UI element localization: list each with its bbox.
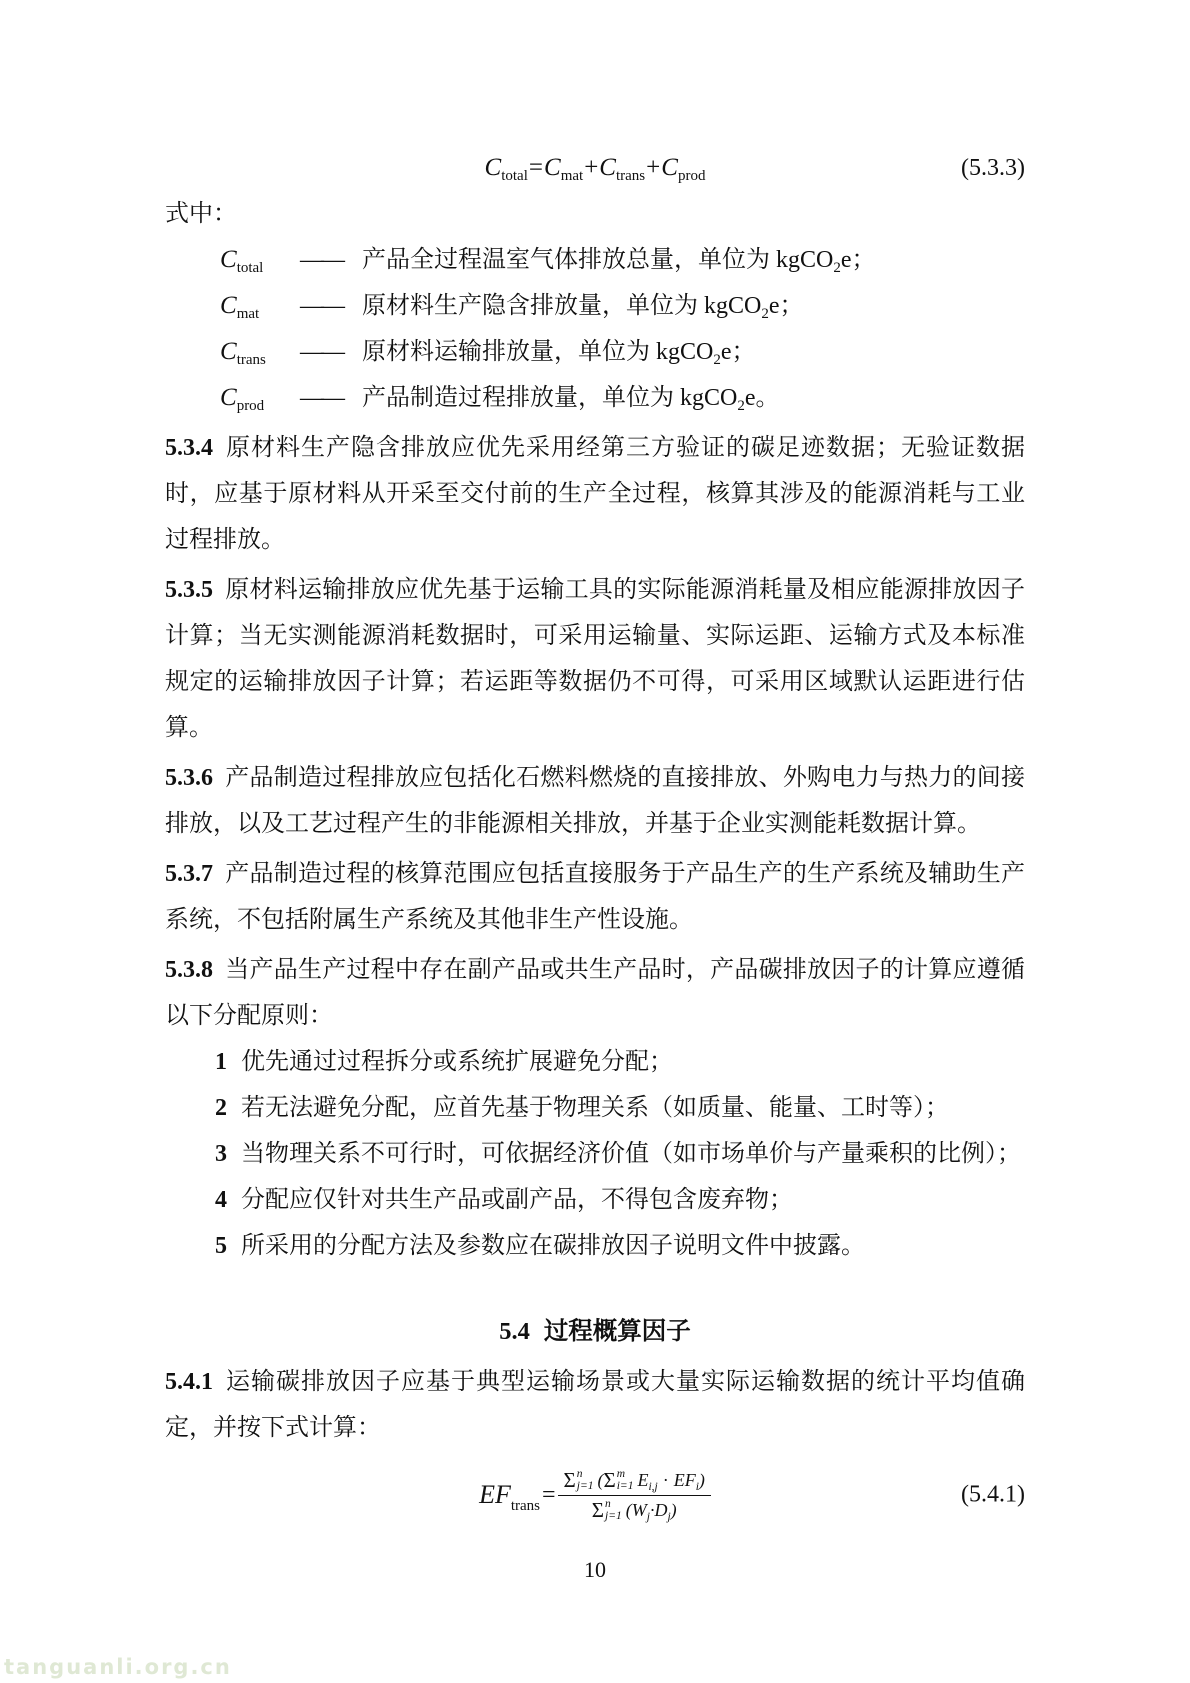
equation-number-5-4-1: (5.4.1) <box>961 1481 1025 1508</box>
clause-5-3-7 <box>165 851 1025 943</box>
clause-5-4-1 <box>165 1359 1025 1451</box>
unit-subscript: 2 <box>713 352 721 368</box>
clause-number: 5.3.7 <box>165 861 213 887</box>
var-c-trans-subscript: trans <box>615 168 646 184</box>
unit-subscript: 2 <box>833 260 841 276</box>
definition-symbol: $C_{prod}$ <box>220 384 265 414</box>
watermark: tanguanli.org.cn <box>4 1655 232 1679</box>
equation-5-4-1 <box>165 1457 1025 1533</box>
allocation-rule-2 <box>165 1085 1025 1131</box>
clause-number: 5.3.8 <box>165 957 213 983</box>
rule-text: 若无法避免分配，应首先基于物理关系（如质量、能量、工时等）； <box>241 1095 949 1121</box>
allocation-rule-5 <box>165 1223 1025 1269</box>
where-label: 式中： <box>165 201 237 227</box>
clause-number: 5.4.1 <box>165 1369 213 1395</box>
rule-text: 分配应仅针对共生产品或副产品，不得包含废弃物； <box>241 1187 793 1213</box>
clause-text: 运输碳排放因子应基于典型运输场景或大量实际运输数据的统计平均值确定，并按下式计算： <box>165 1369 1025 1441</box>
unit-subscript: 2 <box>761 306 769 322</box>
var-c-trans: $C_{trans}$ <box>599 154 646 184</box>
rule-number: 1 <box>215 1049 227 1075</box>
page-content <box>165 145 1025 1583</box>
definition-row-c-total <box>165 237 1025 283</box>
multiplication-dot: · <box>662 1469 669 1490</box>
equals-sign: = <box>528 154 543 181</box>
equation-5-3-3-expression <box>484 154 706 184</box>
definition-dash: —— <box>300 339 342 365</box>
clause-number: 5.3.5 <box>165 577 213 603</box>
definition-dash: —— <box>300 385 342 411</box>
clause-5-3-8 <box>165 947 1025 1039</box>
definition-dash: —— <box>300 247 342 273</box>
var-c-prod-subscript: prod <box>677 168 706 184</box>
fraction <box>558 1468 711 1523</box>
clause-5-3-6 <box>165 755 1025 847</box>
rule-text: 当物理关系不可行时，可依据经济价值（如市场单价与产量乘积的比例）； <box>241 1141 1021 1167</box>
sum-symbol: Σ n j=1 <box>563 1467 594 1492</box>
definition-row-c-trans <box>165 329 1025 375</box>
clause-5-3-4 <box>165 425 1025 563</box>
clause-number: 5.3.6 <box>165 765 213 791</box>
definition-text: 产品全过程温室气体排放总量，单位为 kgCO$_2$e； <box>362 247 876 276</box>
allocation-rule-3 <box>165 1131 1025 1177</box>
allocation-rule-4 <box>165 1177 1025 1223</box>
equation-5-3-3 <box>165 145 1025 191</box>
var-ef-trans: $EF_{trans}$ <box>479 1480 540 1514</box>
definition-symbol: $C_{trans}$ <box>220 338 266 368</box>
definition-text: 原材料运输排放量，单位为 kgCO$_2$e； <box>362 339 756 368</box>
fraction-denominator: Σ n j=1 ( $W_j$ · $D_j$ ) <box>591 1497 677 1523</box>
equals-sign: = <box>542 1481 556 1508</box>
var-d-j: $D_j$ <box>654 1499 671 1523</box>
unit-subscript: 2 <box>737 398 745 414</box>
clause-text: 当产品生产过程中存在副产品或共生产品时，产品碳排放因子的计算应遵循以下分配原则： <box>165 957 1025 1029</box>
sum-symbol: Σ n j=1 <box>591 1497 622 1522</box>
multiplication-dot: · <box>649 1499 655 1520</box>
rule-number: 3 <box>215 1141 227 1167</box>
clause-number: 5.3.4 <box>165 435 213 461</box>
var-c-prod: $C_{prod}$ <box>661 154 706 184</box>
plus-sign: + <box>646 154 661 181</box>
section-title: 过程概算因子 <box>543 1318 691 1345</box>
clause-text: 原材料运输排放应优先基于运输工具的实际能源消耗量及相应能源排放因子计算；当无实测能源消耗数据时，可采用运输量、实际运距、运输方式及本标准规定的运输排放因子计算；若运距等数据仍不可得，可采用区域默认运距进行估算。 <box>165 577 1025 741</box>
definition-symbol: $C_{mat}$ <box>220 292 260 322</box>
clause-text: 产品制造过程的核算范围应包括直接服务于产品生产的生产系统及辅助生产系统，不包括附属生产系统及其他非生产性设施。 <box>165 861 1025 933</box>
var-ef-i: $EF_i$ <box>673 1469 699 1493</box>
definition-text: 产品制造过程排放量，单位为 kgCO$_2$e。 <box>362 385 780 414</box>
var-c-total-subscript: total <box>501 168 528 184</box>
rule-text: 优先通过过程拆分或系统扩展避免分配； <box>241 1049 673 1075</box>
plus-sign: + <box>584 154 599 181</box>
equation-5-4-1-expression <box>479 1468 711 1523</box>
rule-number: 2 <box>215 1095 227 1121</box>
clause-text: 原材料生产隐含排放应优先采用经第三方验证的碳足迹数据；无验证数据时，应基于原材料从开采至交付前的生产全过程，核算其涉及的能源消耗与工业过程排放。 <box>165 435 1025 553</box>
var-c-mat: $C_{mat}$ <box>544 154 584 184</box>
rule-number: 5 <box>215 1233 227 1259</box>
definition-text: 原材料生产隐含排放量，单位为 kgCO$_2$e； <box>362 293 804 322</box>
definition-row-c-prod <box>165 375 1025 421</box>
var-w-j: $W_j$ <box>631 1499 650 1523</box>
sum-symbol: Σ m i=1 <box>603 1467 634 1492</box>
fraction-numerator: Σ n j=1 ( Σ m i=1 $E_{i,j}$ · $EF_i$ ) <box>558 1468 711 1496</box>
var-c-mat-subscript: mat <box>560 168 584 184</box>
page-number: 10 <box>584 1557 606 1582</box>
section-5-4-heading <box>165 1309 1025 1355</box>
var-e-ij: $E_{i,j}$ <box>637 1469 658 1493</box>
allocation-rules-list <box>165 1039 1025 1269</box>
rule-text: 所采用的分配方法及参数应在碳排放因子说明文件中披露。 <box>241 1233 865 1259</box>
definition-row-c-mat <box>165 283 1025 329</box>
symbol-definitions <box>165 237 1025 421</box>
equation-number-5-3-3: (5.3.3) <box>961 155 1025 181</box>
allocation-rule-1 <box>165 1039 1025 1085</box>
clause-text: 产品制造过程排放应包括化石燃料燃烧的直接排放、外购电力与热力的间接排放，以及工艺过程产生的非能源相关排放，并基于企业实测能耗数据计算。 <box>165 765 1025 837</box>
definition-symbol: $C_{total}$ <box>220 246 264 276</box>
section-number: 5.4 <box>499 1318 530 1345</box>
var-c-total: $C_{total}$ <box>484 154 528 184</box>
rule-number: 4 <box>215 1187 227 1213</box>
clause-5-3-5 <box>165 567 1025 751</box>
definition-dash: —— <box>300 293 342 319</box>
